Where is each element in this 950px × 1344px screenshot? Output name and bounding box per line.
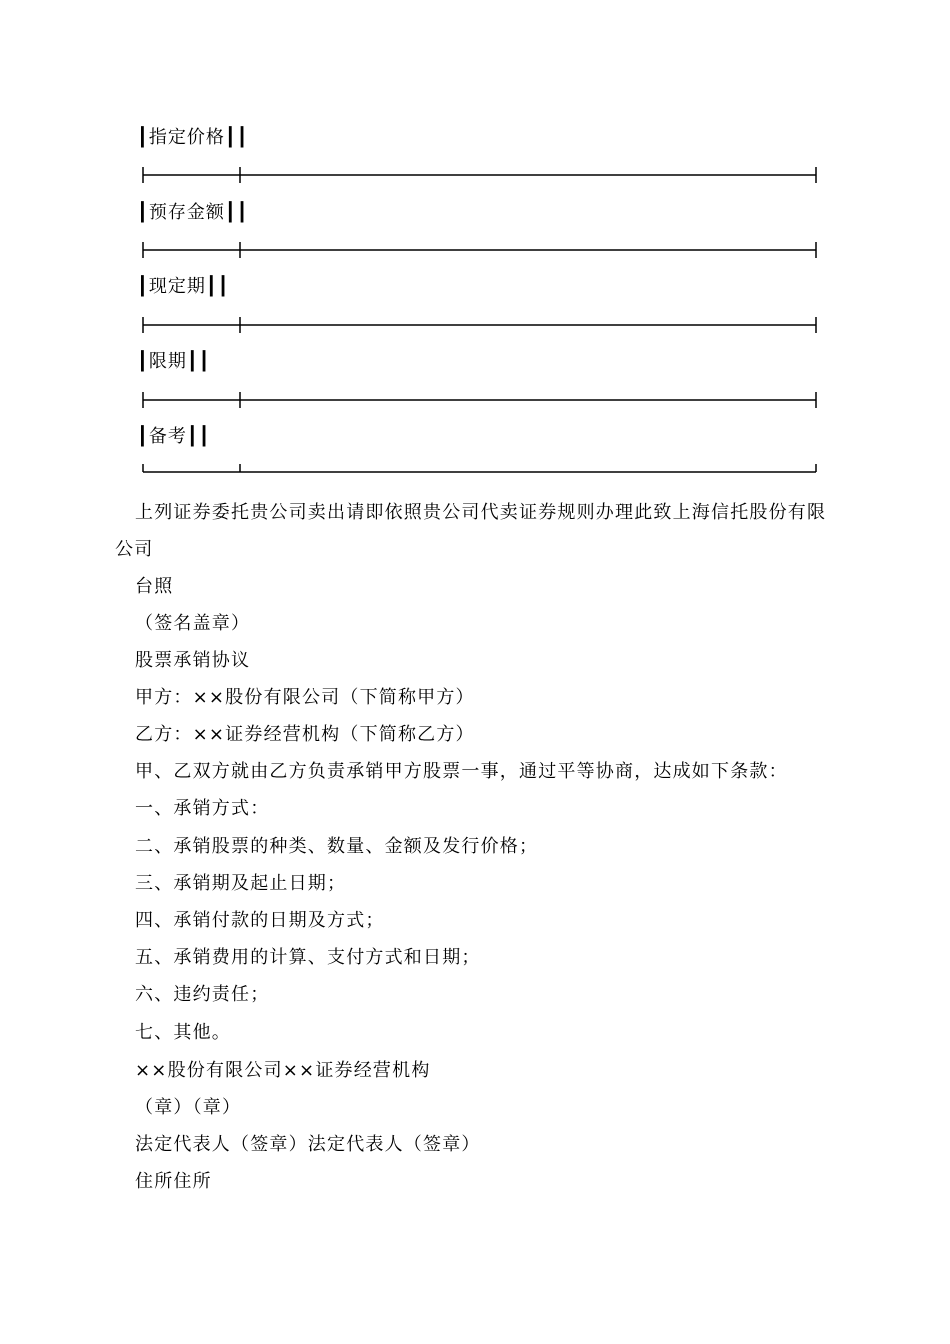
row-label-prepaid-amount: ┃预存金额┃┃	[137, 202, 249, 223]
delegation-paragraph-line1: 上列证券委托贵公司卖出请即依照贵公司代卖证券规则办理此致上海信托股份有限	[135, 502, 827, 523]
table-divider	[140, 388, 821, 412]
party-b: 乙方：××证券经营机构（下简称乙方）	[135, 724, 475, 745]
agreement-intro: 甲、乙双方就由乙方负责承销甲方股票一事，通过平等协商，达成如下条款：	[135, 761, 788, 782]
clause-item: 五、承销费用的计算、支付方式和日期；	[135, 947, 481, 968]
clause-item: 一、承销方式：	[135, 798, 270, 819]
clause-item: 三、承销期及起止日期；	[135, 873, 347, 894]
row-label-remarks: ┃备考┃┃	[137, 426, 211, 447]
table-divider	[140, 163, 821, 187]
address-line: 住所住所	[135, 1171, 212, 1192]
table-divider	[140, 238, 821, 262]
clause-item: 七、其他。	[135, 1022, 231, 1043]
clause-item: 六、违约责任；	[135, 984, 270, 1005]
row-label-fixed-term: ┃现定期┃┃	[137, 276, 230, 297]
legal-representative-line: 法定代表人（签章）法定代表人（签章）	[135, 1134, 481, 1155]
seal-line: （章）（章）	[135, 1097, 242, 1118]
row-label-designated-price: ┃指定价格┃┃	[137, 127, 249, 148]
clause-item: 四、承销付款的日期及方式；	[135, 910, 385, 931]
party-a: 甲方：××股份有限公司（下简称甲方）	[135, 687, 475, 708]
salutation-taizhao: 台照	[135, 576, 174, 597]
table-bottom-border	[140, 456, 821, 480]
signature-seal-note: （签名盖章）	[135, 613, 251, 634]
delegation-paragraph-line2: 公司	[115, 539, 154, 560]
table-divider	[140, 313, 821, 337]
clause-item: 二、承销股票的种类、数量、金额及发行价格；	[135, 836, 539, 857]
signing-parties: ××股份有限公司××证券经营机构	[135, 1060, 431, 1081]
row-label-time-limit: ┃限期┃┃	[137, 351, 211, 372]
agreement-title: 股票承销协议	[135, 650, 251, 671]
